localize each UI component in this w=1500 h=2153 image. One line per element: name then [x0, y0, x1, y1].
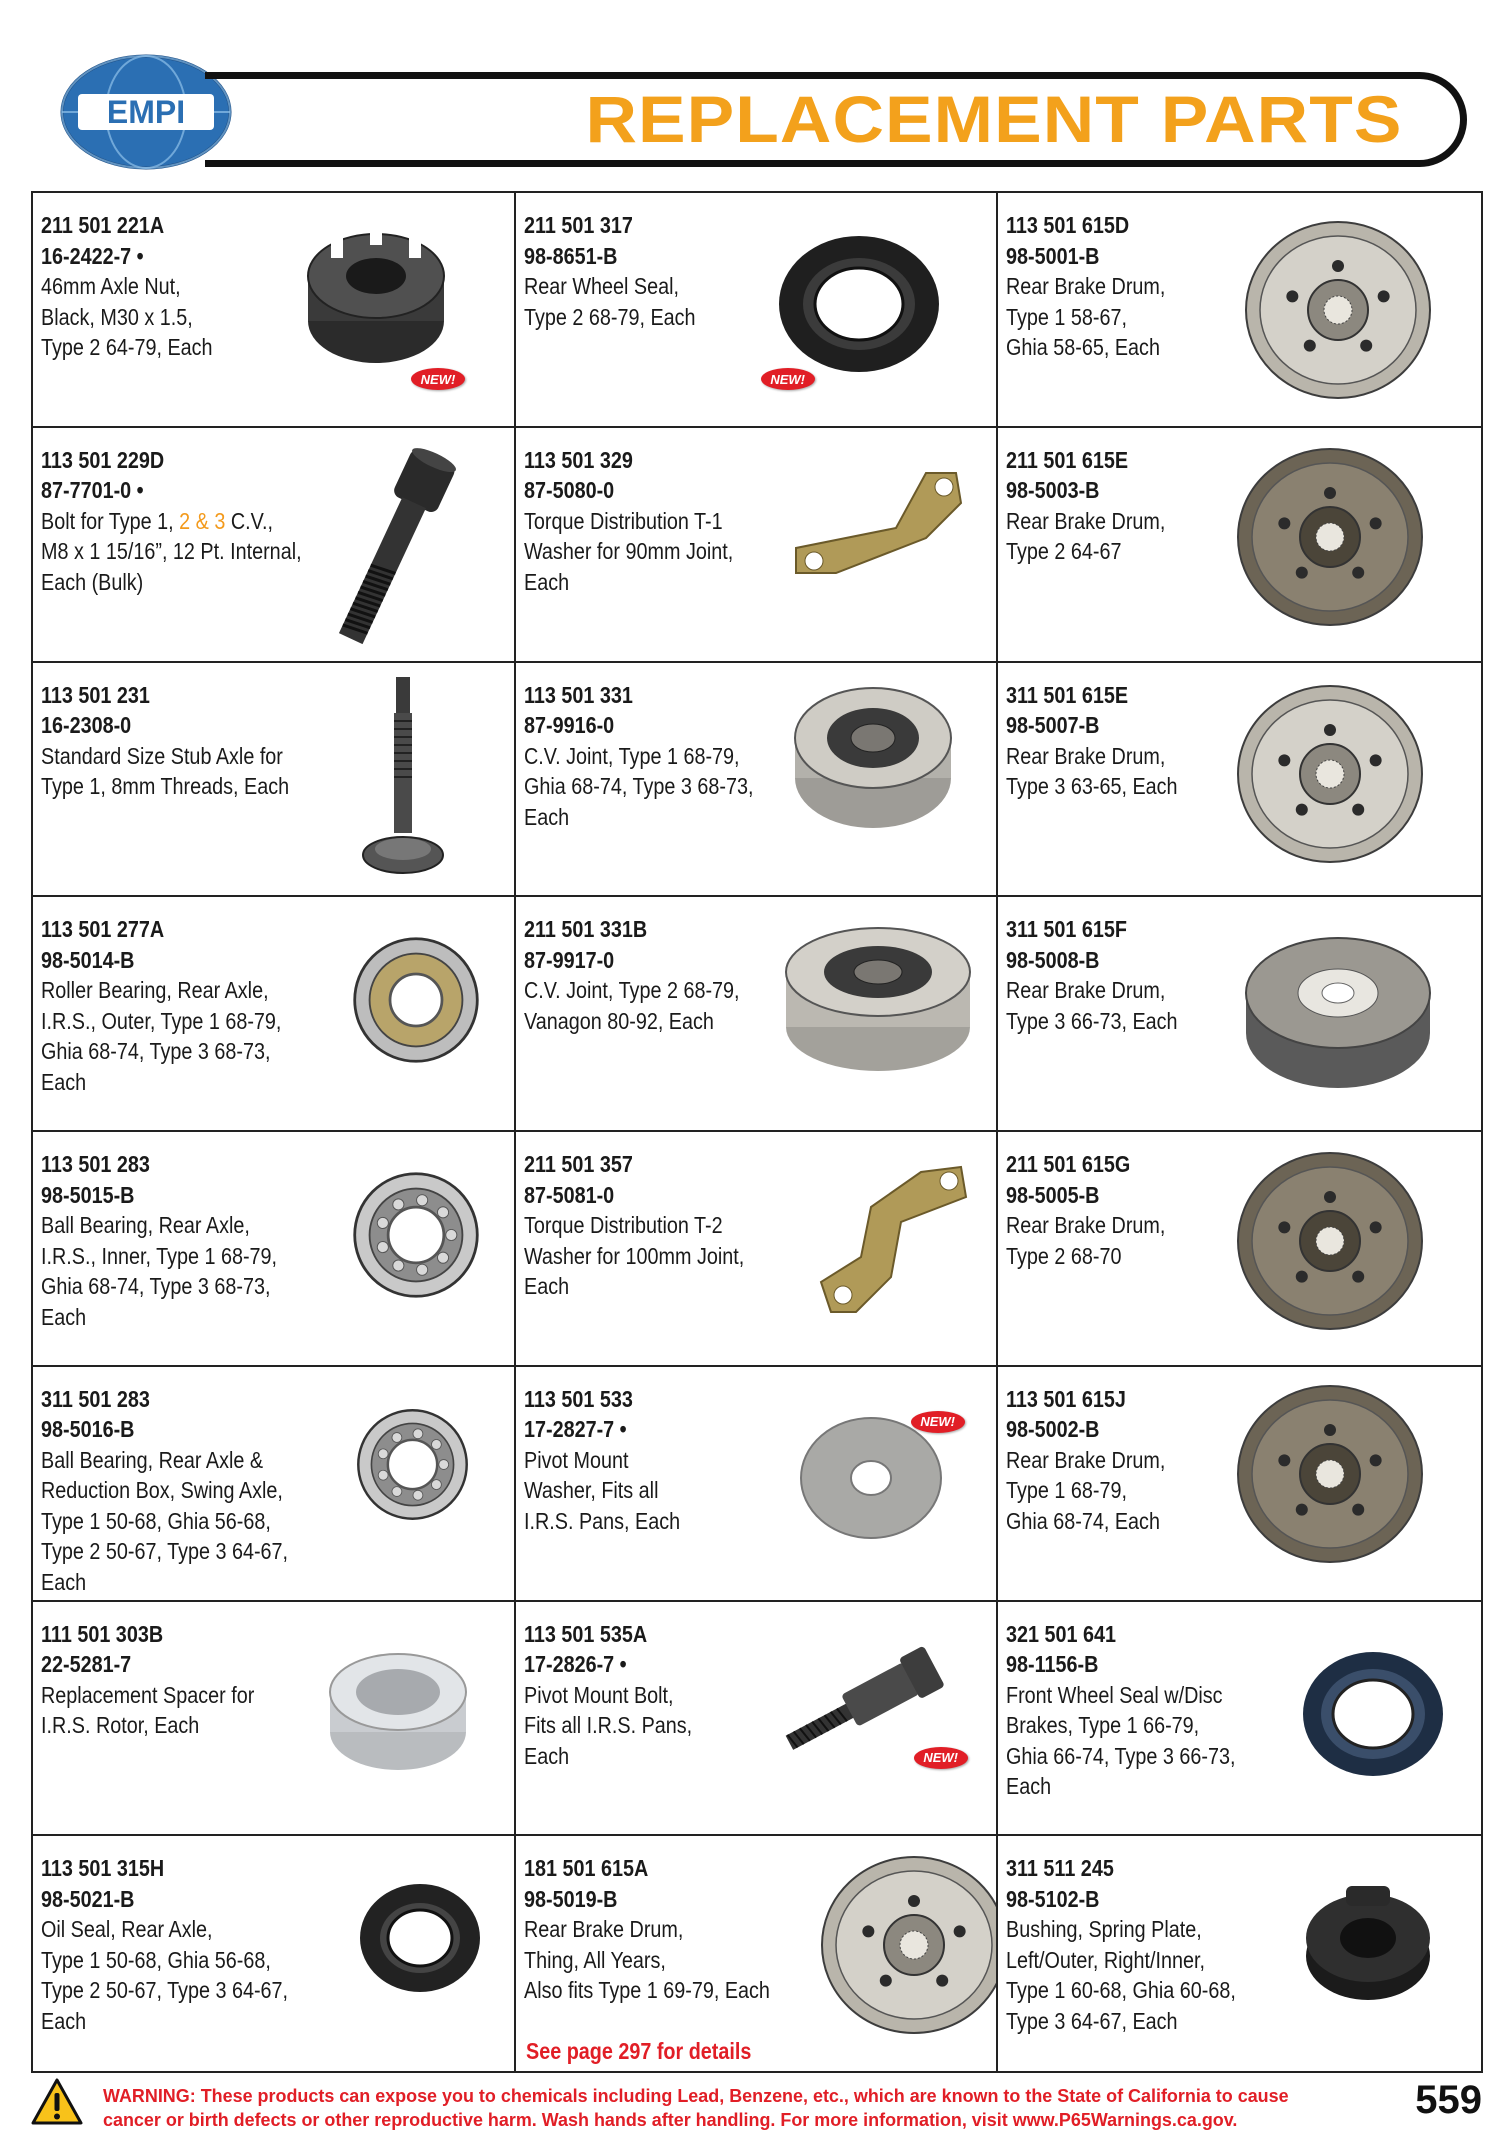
part-description-line: Each: [41, 1303, 87, 1330]
cv-joint-wide-image: [778, 917, 978, 1082]
part-number: 311 511 245: [1006, 1855, 1115, 1882]
brake-drum-dark-image: [1230, 1379, 1430, 1574]
see-page-note[interactable]: See page 297 for details: [525, 2038, 752, 2064]
part-number: 211 501 221A: [41, 212, 165, 238]
part-description-line: C.V. Joint, Type 2 68-79,: [523, 977, 740, 1004]
part-number: 211 501 357: [523, 1151, 633, 1177]
sku-number: 87-5080-0: [523, 477, 614, 504]
prop65-warning: WARNING: These products can expose you to chemicals including Lead, Benzene, etc., which are known to the State of California to cause cancer or birth defects or other reproductive harm. Wash hands after handling. For more information, visit www.P65Warnings.ca.gov.: [103, 2085, 1289, 2130]
part-description-line: Torque Distribution T-1: [523, 507, 723, 534]
part-description-line: Ball Bearing, Rear Axle &: [41, 1446, 264, 1473]
part-text: [1006, 445, 1165, 567]
part-number: 113 501 615J: [1006, 1385, 1127, 1412]
part-description-line: Type 1 68-79,: [1006, 1477, 1128, 1504]
part-description-line: Pivot Mount Bolt,: [523, 1681, 674, 1708]
part-description-line: Reduction Box, Swing Axle,: [41, 1477, 283, 1504]
part-description-line: Black, M30 x 1.5,: [41, 303, 193, 330]
part-description-line: Rear Brake Drum,: [1006, 273, 1166, 299]
part-number: 311 501 615E: [1006, 681, 1129, 708]
part-cell: [998, 1367, 1481, 1602]
sku-number: 98-5007-B: [1006, 712, 1100, 738]
part-description-line: M8 x 1 15/16”, 12 Pt. Internal,: [41, 538, 302, 565]
part-cell: [33, 1836, 516, 2071]
part-cell: [33, 1367, 516, 1602]
part-number: 113 501 329: [523, 446, 633, 473]
sku-number: 98-5016-B: [41, 1416, 135, 1443]
part-number: 113 501 229D: [41, 446, 165, 473]
part-description-line: Rear Brake Drum,: [1006, 1446, 1166, 1473]
sku-number: 98-5014-B: [41, 946, 135, 973]
part-text: [41, 1619, 254, 1741]
part-description-line: Ball Bearing, Rear Axle,: [41, 1212, 250, 1238]
lock-plate-2-image: [801, 1147, 981, 1332]
part-description-line: Type 2 50-67, Type 3 64-67,: [41, 1977, 289, 2004]
part-cell: [998, 1132, 1481, 1367]
part-cell: [516, 1836, 999, 2071]
part-description-line: Torque Distribution T-2: [523, 1212, 723, 1238]
part-description-line: Each: [523, 1273, 569, 1299]
part-text: [524, 680, 753, 833]
part-description-line: Each: [523, 568, 569, 595]
part-description-line: Type 1 60-68, Ghia 60-68,: [1006, 1977, 1237, 2004]
part-text: [1006, 1149, 1165, 1271]
part-text: [1006, 1619, 1235, 1802]
part-number: 113 501 533: [523, 1385, 633, 1412]
part-description-line: Roller Bearing, Rear Axle,: [41, 977, 269, 1004]
part-cell: [516, 1367, 999, 1602]
roller-bearing-image: [351, 935, 481, 1070]
part-cell: [33, 1602, 516, 1837]
sku-number: 98-5021-B: [41, 1885, 135, 1912]
sku-number: 17-2826-7 •: [523, 1651, 627, 1677]
part-cell: [516, 1132, 999, 1367]
sku-number: 87-9917-0: [523, 946, 614, 973]
part-cell: [516, 897, 999, 1132]
part-description-line: Each: [1006, 1773, 1052, 1799]
part-description-line: Rear Brake Drum,: [1006, 977, 1166, 1004]
page-title: REPLACEMENT PARTS: [584, 82, 1402, 156]
part-description-line: Each: [41, 1568, 87, 1595]
part-cell: [516, 193, 999, 428]
part-description-line: Type 1, 8mm Threads, Each: [41, 773, 290, 799]
part-description-line: Type 2 68-79, Each: [523, 303, 696, 330]
part-description-line: Each: [41, 1068, 87, 1095]
part-description-line: Type 2 68-70: [1006, 1242, 1122, 1269]
part-description-line: Front Wheel Seal w/Disc: [1006, 1681, 1223, 1708]
brake-drum-dark-image: [1230, 1146, 1430, 1341]
part-cell: [33, 1132, 516, 1367]
part-text: [1006, 1384, 1165, 1537]
part-cell: [33, 897, 516, 1132]
part-description-line: Rear Brake Drum,: [1006, 507, 1166, 534]
part-text: [41, 210, 213, 363]
sku-number: 87-9916-0: [523, 712, 614, 738]
part-cell: [998, 663, 1481, 898]
sku-number: 98-5005-B: [1006, 1181, 1100, 1208]
part-description-line: Type 1 50-68, Ghia 56-68,: [41, 1946, 271, 1973]
part-text: [1006, 914, 1178, 1036]
page-number: 559: [1415, 2078, 1482, 2122]
part-description-line: Ghia 68-74, Type 3 68-73,: [41, 1273, 271, 1299]
part-description-line: Ghia 58-65, Each: [1006, 334, 1161, 360]
part-number: 181 501 615A: [523, 1855, 648, 1882]
part-description-line: I.R.S., Inner, Type 1 68-79,: [41, 1242, 278, 1269]
sku-number: 22-5281-7: [41, 1651, 132, 1677]
cv-joint-image: [788, 678, 958, 843]
sku-number: 98-5003-B: [1006, 477, 1100, 504]
part-description-line: I.R.S. Pans, Each: [523, 1507, 680, 1534]
sku-number: 98-5102-B: [1006, 1885, 1100, 1912]
sku-number: 87-5081-0: [523, 1181, 614, 1208]
part-text: [524, 1853, 770, 2006]
sku-number: 98-8651-B: [523, 242, 618, 269]
part-description-line: Type 3 66-73, Each: [1006, 1007, 1178, 1034]
sku-number: 16-2308-0: [41, 712, 132, 738]
part-description-line: Each: [523, 803, 569, 830]
part-description-line: Type 3 64-67, Each: [1006, 2007, 1178, 2034]
ball-bearing-small-image: [355, 1407, 470, 1527]
sku-number: 98-5001-B: [1006, 242, 1100, 269]
brake-drum-light-image: [1230, 679, 1430, 874]
bushing-image: [1298, 1876, 1438, 2011]
part-cell: [998, 1602, 1481, 1837]
wheel-seal-image: [774, 229, 944, 384]
part-description-line: Ghia 66-74, Type 3 66-73,: [1006, 1742, 1236, 1769]
part-cell: [998, 1836, 1481, 2071]
new-badge: NEW!: [411, 368, 465, 390]
part-number: 211 501 331B: [523, 916, 647, 943]
part-description-line: Brakes, Type 1 66-79,: [1006, 1712, 1200, 1738]
part-description-line: I.R.S. Rotor, Each: [41, 1712, 200, 1738]
part-text: [524, 1619, 692, 1772]
brake-drum-light-image: [814, 1850, 999, 2045]
wheel-seal-blue-image: [1298, 1644, 1448, 1789]
part-number: 211 501 615E: [1006, 446, 1129, 473]
new-badge: NEW!: [914, 1747, 968, 1769]
part-text: [41, 445, 302, 598]
part-description-line: Type 2 64-79, Each: [41, 334, 213, 360]
warning-triangle-icon: [30, 2077, 84, 2127]
part-text: [524, 914, 740, 1036]
part-number: 113 501 277A: [41, 916, 165, 943]
part-description-line: Type 1 50-68, Ghia 56-68,: [41, 1507, 271, 1534]
part-cell: [998, 193, 1481, 428]
parts-grid: [31, 191, 1483, 2073]
part-description-line: Pivot Mount: [523, 1446, 629, 1473]
title-banner: [205, 72, 1467, 167]
part-text: [524, 1384, 680, 1537]
new-badge: NEW!: [911, 1411, 965, 1433]
part-number: 113 501 315H: [41, 1855, 165, 1882]
part-text: [524, 210, 696, 332]
part-description-line: Washer, Fits all: [523, 1477, 659, 1504]
part-text: [524, 445, 733, 598]
part-description-line: Left/Outer, Right/Inner,: [1006, 1946, 1206, 1973]
part-number: 111 501 303B: [41, 1620, 164, 1647]
part-number: 113 501 615D: [1006, 212, 1130, 238]
part-text: [41, 1853, 288, 2036]
part-number: 311 501 615F: [1006, 916, 1128, 943]
castle-nut-image: [301, 221, 451, 376]
part-description-line: Replacement Spacer for: [41, 1681, 255, 1708]
part-description-line: Also fits Type 1 69-79, Each: [523, 1977, 770, 2004]
new-badge: NEW!: [761, 368, 815, 390]
part-description-line: Each: [523, 1742, 569, 1769]
part-text: [41, 1384, 288, 1598]
part-description-line: Type 3 63-65, Each: [1006, 773, 1178, 799]
sku-number: 98-1156-B: [1006, 1651, 1099, 1677]
stub-axle-image: [358, 673, 448, 888]
part-number: 113 501 535A: [523, 1620, 647, 1647]
part-text: [41, 1149, 277, 1332]
part-text: [1006, 1853, 1236, 2036]
bolt-image: [313, 443, 473, 658]
flat-washer-image: [796, 1413, 946, 1548]
description-post: C.V.,: [225, 507, 274, 534]
part-number: 311 501 283: [41, 1385, 150, 1412]
part-description-line: Thing, All Years,: [523, 1946, 666, 1973]
part-description-line: 46mm Axle Nut,: [41, 273, 181, 299]
part-number: 113 501 231: [41, 681, 150, 708]
brake-drum-light-image: [1238, 215, 1438, 410]
part-description-line: Ghia 68-74, Each: [1006, 1507, 1161, 1534]
part-description-line: Bushing, Spring Plate,: [1006, 1916, 1203, 1943]
part-text: [524, 1149, 744, 1302]
part-description-line: C.V. Joint, Type 1 68-79,: [523, 742, 740, 769]
part-text: [41, 914, 281, 1097]
sku-number: 98-5019-B: [523, 1885, 618, 1912]
part-description-line: Ghia 68-74, Type 3 68-73,: [41, 1038, 271, 1065]
part-description-line: Rear Brake Drum,: [1006, 1212, 1166, 1238]
part-text: [1006, 210, 1165, 363]
part-cell: [516, 663, 999, 898]
sku-number: 98-5008-B: [1006, 946, 1100, 973]
part-cell: [516, 1602, 999, 1837]
part-number: 113 501 283: [41, 1151, 150, 1177]
part-number: 321 501 641: [1006, 1620, 1117, 1647]
part-description-line: Type 2 50-67, Type 3 64-67,: [41, 1538, 289, 1565]
part-description-line: Rear Wheel Seal,: [523, 273, 679, 299]
part-cell: [998, 428, 1481, 663]
part-description-line: Each (Bulk): [41, 568, 144, 595]
lock-plate-image: [776, 443, 976, 608]
description-pre: Bolt for Type 1,: [41, 507, 180, 534]
ball-bearing-image: [351, 1170, 481, 1305]
part-description-line: Washer for 90mm Joint,: [523, 538, 733, 565]
sku-number: 17-2827-7 •: [523, 1416, 627, 1443]
part-description-line: Fits all I.R.S. Pans,: [523, 1712, 692, 1738]
part-number: 113 501 331: [523, 681, 633, 708]
sku-number: 16-2422-7 •: [41, 242, 144, 269]
part-cell: [998, 897, 1481, 1132]
part-description-line: Vanagon 80-92, Each: [523, 1007, 714, 1034]
part-description-line: Rear Brake Drum,: [1006, 742, 1166, 769]
description-highlight: 2 & 3: [179, 507, 226, 534]
part-description-line: [41, 506, 302, 537]
part-text: [41, 680, 289, 802]
part-description-line: Washer for 100mm Joint,: [523, 1242, 744, 1269]
part-cell: [33, 428, 516, 663]
part-text: [1006, 680, 1178, 802]
brake-drum-flat-image: [1238, 923, 1438, 1108]
sku-number: 87-7701-0 •: [41, 477, 144, 504]
part-description-line: I.R.S., Outer, Type 1 68-79,: [41, 1007, 282, 1034]
part-description-line: Oil Seal, Rear Axle,: [41, 1916, 213, 1943]
sku-number: 98-5015-B: [41, 1181, 135, 1208]
part-number: 211 501 615G: [1006, 1151, 1131, 1177]
part-description-line: Rear Brake Drum,: [523, 1916, 684, 1943]
part-description-line: Type 2 64-67: [1006, 538, 1122, 565]
logo-text: EMPI: [106, 94, 186, 130]
sku-number: 98-5002-B: [1006, 1416, 1100, 1443]
part-description-line: Standard Size Stub Axle for: [41, 742, 283, 769]
oil-seal-image: [355, 1878, 485, 2003]
part-description-line: Ghia 68-74, Type 3 68-73,: [523, 773, 754, 799]
part-cell: [33, 193, 516, 428]
part-description-line: Type 1 58-67,: [1006, 303, 1128, 330]
part-cell: [516, 428, 999, 663]
brake-drum-dark-image: [1230, 442, 1430, 637]
part-cell: [33, 663, 516, 898]
spacer-image: [323, 1644, 473, 1779]
part-description-line: Each: [41, 2007, 87, 2034]
part-number: 211 501 317: [523, 212, 633, 238]
